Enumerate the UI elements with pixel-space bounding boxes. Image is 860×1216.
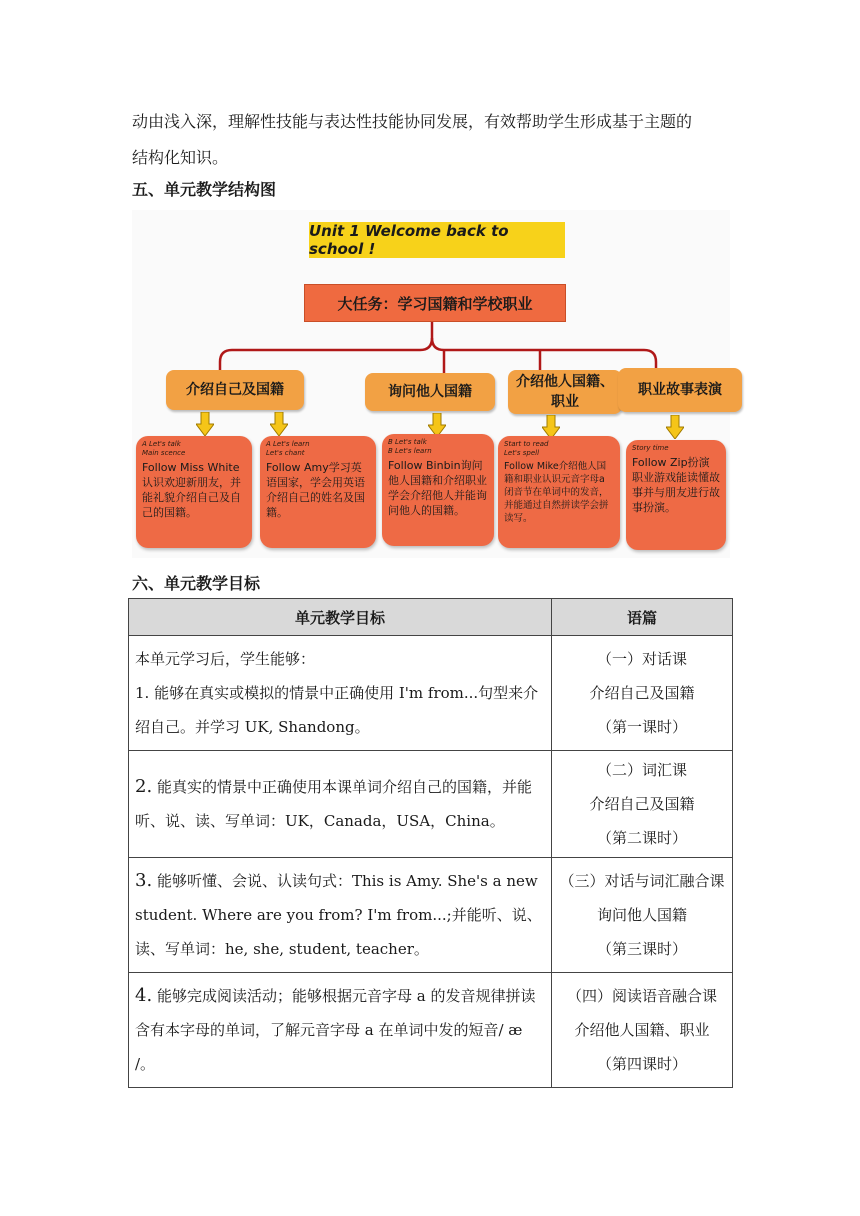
goal-cell (129, 636, 552, 751)
card-hint: Let's chant (266, 449, 305, 457)
goal-intro: 本单元学习后，学生能够： (135, 650, 316, 668)
section-6-heading: 六、单元教学目标 (132, 574, 261, 593)
main-task: 大任务：学习国籍和学校职业 (304, 284, 566, 322)
lesson-period: （第二课时） (596, 829, 687, 847)
lesson-card-b-talk (382, 434, 494, 546)
card-hint: Start to read (504, 440, 549, 448)
lesson-topic: 介绍他人国籍、职业 (574, 1021, 710, 1039)
category-ask-nationality: 询问他人国籍 (365, 373, 495, 411)
arrow-down-icon (270, 412, 288, 436)
goal-text: 能够听懂、会说、认读句式：This is Amy. She's a new student. Where are you from? I'm from...;并能听、说、读、写单词：he, she, student, teacher。 (135, 872, 542, 958)
card-hint: A Let's talk (142, 440, 181, 448)
lesson-cell (552, 751, 733, 858)
goals-table (128, 598, 733, 1088)
intro-line-1: 动由浅入深，理解性技能与表达性技能协同发展，有效帮助学生形成基于主题的 (132, 112, 693, 131)
section-5-heading: 五、单元教学结构图 (132, 180, 277, 199)
lesson-cell (552, 973, 733, 1088)
goal-number: 3. (135, 870, 153, 891)
card-hint: Main scence (142, 449, 186, 457)
goal-text: 能够完成阅读活动；能够根据元音字母 a 的发音规律拼读含有本字母的单词，了解元音字母 a 在单词中发的短音/ æ /。 (135, 987, 536, 1073)
card-hint: Let's spell (504, 449, 540, 457)
lesson-type: （二）词汇课 (596, 761, 687, 779)
goal-text: 1. 能够在真实或模拟的情景中正确使用 I'm from...句型来介绍自己。并学习 UK, Shandong。 (135, 684, 539, 736)
lesson-period: （第四课时） (596, 1055, 687, 1073)
goal-cell (129, 858, 552, 973)
table-row (129, 858, 733, 973)
table-row (129, 973, 733, 1088)
card-hint: A Let's learn (266, 440, 310, 448)
lesson-topic: 介绍自己及国籍 (589, 684, 695, 702)
card-hint: B Let's learn (388, 447, 432, 455)
table-row (129, 751, 733, 858)
category-introduce-others: 介绍他人国籍、职业 (508, 370, 622, 414)
lesson-card-read (498, 436, 620, 548)
lesson-cell (552, 858, 733, 973)
intro-line-2: 结构化知识。 (132, 148, 229, 167)
card-body: Follow Amy学习英语国家，学会用英语介绍自己的姓名及国籍。 (266, 461, 365, 519)
card-body: Follow Zip扮演职业游戏能读懂故事并与朋友进行故事扮演。 (632, 456, 720, 514)
lesson-card-talk (136, 436, 252, 548)
column-header-lesson: 语篇 (552, 599, 733, 636)
goal-text: 能真实的情景中正确使用本课单词介绍自己的国籍，并能听、说、读、写单词：UK，Canada，USA，China。 (135, 778, 532, 830)
card-hint: B Let's talk (388, 438, 427, 446)
card-body: Follow Miss White认识欢迎新朋友，并能礼貌介绍自己及自己的国籍。 (142, 461, 241, 519)
goal-number: 4. (135, 985, 153, 1006)
intro-paragraph (132, 104, 732, 176)
card-body: Follow Binbin询问他人国籍和介绍职业学会介绍他人并能询问他人的国籍。 (388, 459, 487, 517)
goal-cell (129, 751, 552, 858)
lesson-type: （一）对话课 (596, 650, 687, 668)
arrow-down-icon (196, 412, 214, 436)
lesson-card-learn (260, 436, 376, 548)
lesson-period: （第三课时） (596, 940, 687, 958)
lesson-cell (552, 636, 733, 751)
lesson-card-story (626, 440, 726, 550)
card-hint: Story time (632, 444, 669, 452)
category-story-performance: 职业故事表演 (618, 368, 742, 412)
lesson-topic: 介绍自己及国籍 (589, 795, 695, 813)
table-row (129, 636, 733, 751)
column-header-goal: 单元教学目标 (129, 599, 552, 636)
lesson-type: （四）阅读语音融合课 (566, 987, 717, 1005)
goal-cell (129, 973, 552, 1088)
unit-title: Unit 1 Welcome back to school ! (309, 222, 565, 258)
card-body: Follow Mike介绍他人国籍和职业认识元音字母a闭音节在单词中的发音，并能通过自然拼读学会拼读写。 (504, 461, 609, 524)
lesson-topic: 询问他人国籍 (596, 906, 687, 924)
goal-number: 2. (135, 776, 153, 797)
table-header-row (129, 599, 733, 636)
category-introduce-self: 介绍自己及国籍 (166, 370, 304, 410)
lesson-type: （三）对话与词汇融合课 (559, 872, 725, 890)
unit-structure-diagram (132, 210, 730, 558)
lesson-period: （第一课时） (596, 718, 687, 736)
arrow-down-icon (666, 415, 684, 439)
